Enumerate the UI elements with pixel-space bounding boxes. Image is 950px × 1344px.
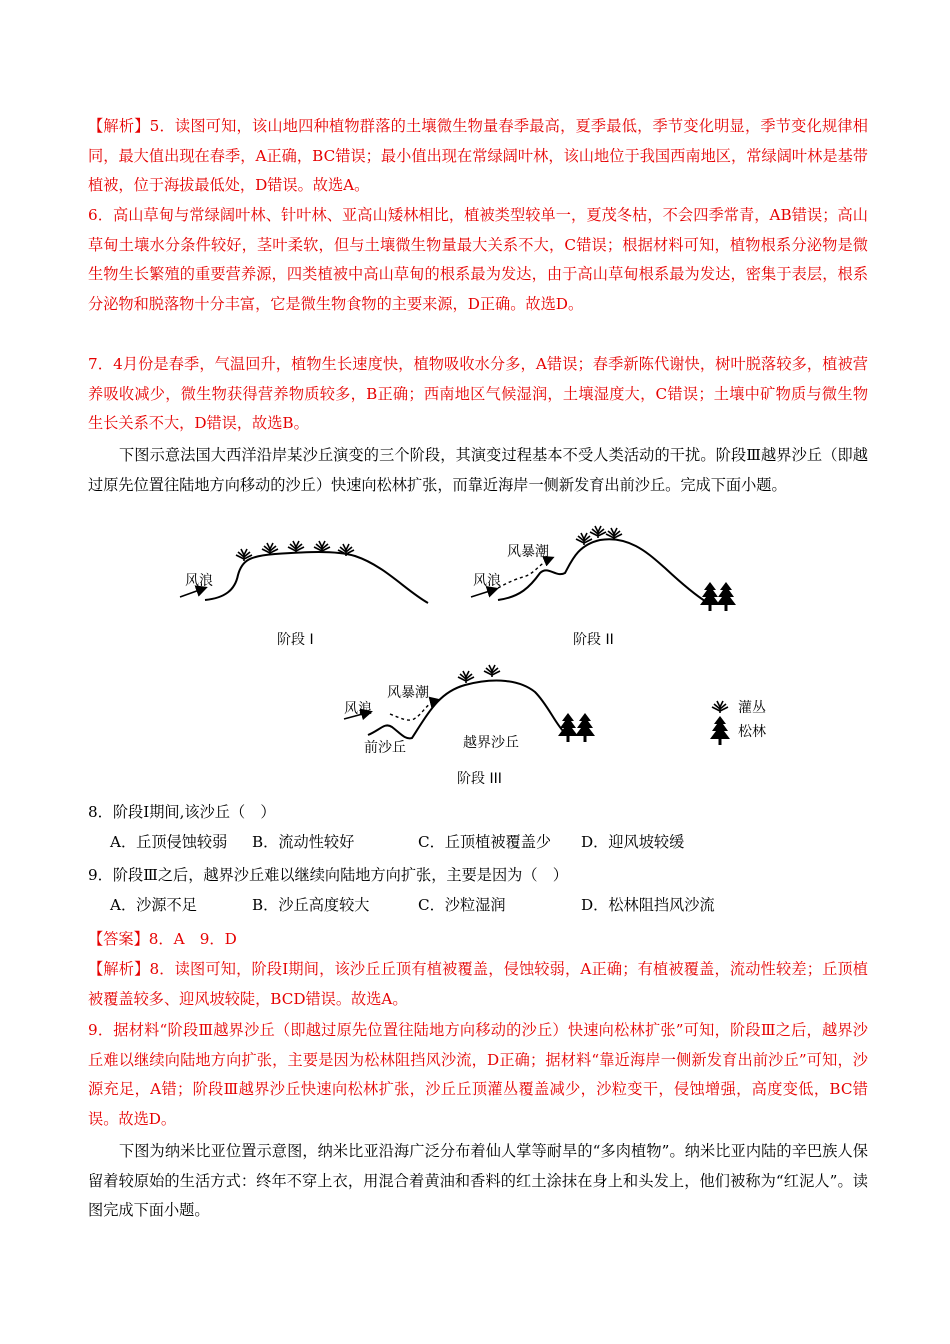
stage-1-title: 阶段 I [277, 632, 314, 648]
option-d[interactable]: D．松林阻挡风沙流 [581, 896, 715, 914]
stage-3-storm-label: 风暴潮 [387, 685, 429, 701]
transgressive-dune-label: 越界沙丘 [463, 735, 519, 751]
question-8-options [88, 827, 868, 857]
stage-2-wave-label: 风浪 [473, 573, 501, 589]
stage-2-title: 阶段 II [573, 632, 614, 648]
legend-pine-label: 松林 [738, 724, 766, 740]
analysis-q6: 6．高山草甸与常绿阔叶林、针叶林、亚高山矮林相比，植被类型较单一，夏茂冬枯，不会四季常青，AB错误；高山草甸土壤水分条件较好，茎叶柔软，但与土壤微生物量最大关系不大，C错误；根据材料可知，植物根系分泌物是微生物生长繁殖的重要营养源，四类植被中高山草甸的根系最为发达，由于高山草甸根系最为发达，密集于表层，根系分泌物和脱落物十分丰富，它是微生物食物的主要来源，D正确。故选D。 [88, 206, 868, 313]
option-b[interactable]: B．流动性较好 [252, 833, 355, 851]
stage-1-wave-label: 风浪 [185, 573, 213, 589]
answer-line: 【答案】8．A 9．D [88, 930, 237, 948]
analysis-q5: 【解析】5．读图可知，该山地四种植物群落的土壤微生物量春季最高，夏季最低，季节变化明显，季节变化规律相同，最大值出现在春季，A正确，BC错误；最小值出现在常绿阔叶林，该山地位于我国西南地区，常绿阔叶林是基带植被，位于海拔最低处，D错误。故选A。 [88, 117, 868, 194]
option-b[interactable]: B．沙丘高度较大 [252, 896, 370, 914]
stage-2-diagram [471, 526, 736, 648]
analysis-q8: 【解析】8．读图可知，阶段Ⅰ期间，该沙丘丘顶有植被覆盖，侵蚀较弱，A正确；有植被覆盖，流动性较差；丘顶植被覆盖较多、迎风坡较陡，BCD错误。故选A。 [88, 960, 868, 1008]
stage-2-storm-label: 风暴潮 [507, 544, 549, 560]
namibia-intro-paragraph: 下图为纳米比亚位置示意图，纳米比亚沿海广泛分布着仙人掌等耐旱的“多肉植物”。纳米比亚内陆的辛巴族人保留着较原始的生活方式：终年不穿上衣，用混合着黄油和香料的红土涂抹在身上和头发上，他们被称为“红泥人”。读图完成下面小题。 [88, 1142, 868, 1219]
option-c[interactable]: C．沙粒湿润 [418, 896, 506, 914]
question-9-options [88, 890, 868, 920]
question-9-stem: 9．阶段Ⅲ之后，越界沙丘难以继续向陆地方向扩张，主要是因为（ ） [88, 866, 568, 884]
figure-legend [710, 699, 766, 745]
option-c[interactable]: C．丘顶植被覆盖少 [418, 833, 552, 851]
stage-1-diagram [180, 541, 428, 648]
legend-shrub-label: 灌丛 [738, 700, 766, 716]
option-a[interactable]: A．沙源不足 [110, 896, 197, 914]
dune-intro-paragraph: 下图示意法国大西洋沿岸某沙丘演变的三个阶段，其演变过程基本不受人类活动的干扰。阶段Ⅲ越界沙丘（即越过原先位置往陆地方向移动的沙丘）快速向松林扩张，而靠近海岸一侧新发育出前沙丘。完成下面小题。 [88, 446, 868, 494]
analysis-q7: 7．4月份是春季，气温回升，植物生长速度快，植物吸收水分多，A错误；春季新陈代谢快，树叶脱落较多，植被营养吸收减少，微生物获得营养物质较多，B正确；西南地区气候湿润，土壤湿度大，C错误；土壤中矿物质与微生物生长关系不大，D错误，故选B。 [88, 355, 868, 432]
stage-3-title: 阶段 III [457, 771, 502, 787]
foredune-label: 前沙丘 [364, 740, 406, 756]
question-8 [88, 797, 868, 857]
question-9 [88, 860, 868, 920]
stage-3-wave-label: 风浪 [344, 701, 372, 717]
dune-evolution-figure [0, 525, 950, 795]
option-a[interactable]: A．丘顶侵蚀较弱 [110, 833, 228, 851]
option-d[interactable]: D．迎风坡较缓 [581, 833, 685, 851]
question-8-stem: 8．阶段Ⅰ期间,该沙丘（ ） [88, 803, 276, 821]
analysis-q9: 9．据材料“阶段Ⅲ越界沙丘（即越过原先位置往陆地方向移动的沙丘）快速向松林扩张”可知，阶段Ⅲ之后，越界沙丘难以继续向陆地方向扩张，主要是因为松林阻挡风沙流，D正确；据材料“靠近海岸一侧新发育出前沙丘”可知，沙源充足，A错；阶段Ⅲ越界沙丘快速向松林扩张，沙丘丘顶灌丛覆盖减少，沙粒变干，侵蚀增强，高度变低，BC错误。故选D。 [88, 1021, 868, 1128]
stage-3-diagram [344, 665, 595, 787]
